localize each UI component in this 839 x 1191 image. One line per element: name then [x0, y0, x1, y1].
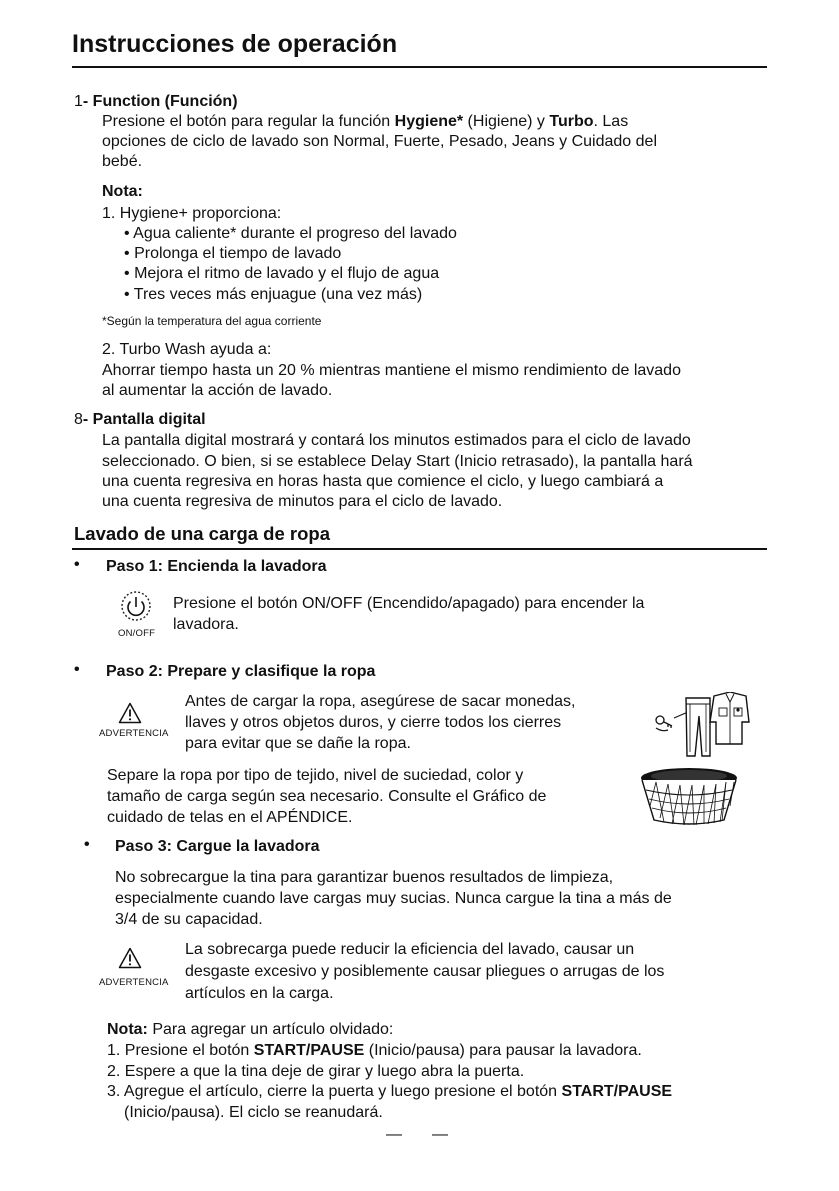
list-item	[124, 285, 422, 306]
section-8-number: 8	[74, 411, 83, 428]
note-3-line-3	[107, 1082, 672, 1103]
laundry-basket-icon	[636, 766, 742, 828]
bullet-dot: •	[124, 286, 130, 303]
step-1-line-2: lavadora.	[173, 616, 239, 633]
section-1-line-1	[102, 112, 628, 133]
text-span: (Higiene) y	[463, 113, 550, 130]
step-3-warning-line-2: desgaste excesivo y posiblemente causar pliegues o arrugas de los	[185, 963, 665, 980]
text-span: 1. Presione el botón	[107, 1042, 254, 1059]
note-item-2-line-2: al aumentar la acción de lavado.	[102, 382, 333, 399]
hygiene-term: Hygiene*	[394, 113, 464, 130]
step-2-line-1: Separe la ropa por tipo de tejido, nivel de suciedad, color y	[107, 767, 524, 784]
note-item-1: 1. Hygiene+ proporciona:	[102, 205, 282, 222]
step-1-title: Paso 1: Encienda la lavadora	[106, 558, 327, 575]
title-divider	[72, 66, 767, 68]
section-divider	[72, 548, 767, 550]
step-2-line-3: cuidado de telas en el APÉNDICE.	[107, 809, 353, 826]
start-pause-term: START/PAUSE	[561, 1083, 673, 1100]
footer-mark: —	[432, 1126, 448, 1143]
section-1-title: - Function (Función)	[82, 93, 238, 110]
power-icon	[116, 589, 158, 629]
warning-label: ADVERTENCIA	[99, 977, 169, 988]
step-3-line-1: No sobrecargue la tina para garantizar buenos resultados de limpieza,	[115, 869, 614, 886]
note-3-title: Nota:	[107, 1021, 148, 1038]
clothes-pockets-icon	[650, 692, 750, 760]
section-1-line-3: bebé.	[102, 153, 143, 170]
section-8-line-2: seleccionado. O bien, si se establece Delay Start (Inicio retrasado), la pantalla hará	[102, 453, 693, 470]
section-heading: Lavado de una carga de ropa	[74, 523, 330, 544]
warning-icon	[118, 702, 142, 724]
step-2-warning-line-3: para evitar que se dañe la ropa.	[185, 735, 411, 752]
step-2-title: Paso 2: Prepare y clasifique la ropa	[106, 663, 376, 680]
note-item-2: 2. Turbo Wash ayuda a:	[102, 341, 272, 358]
footnote: *Según la temperatura del agua corriente	[102, 314, 322, 328]
step-3-warning-line-3: artículos en la carga.	[185, 985, 334, 1002]
step-2-warning-line-2: llaves y otros objetos duros, y cierre todos los cierres	[185, 714, 562, 731]
section-8-heading	[74, 410, 206, 431]
section-1-heading	[74, 92, 238, 113]
list-item-text: Mejora el ritmo de lavado y el flujo de agua	[134, 265, 440, 282]
warning-icon	[118, 947, 142, 969]
step-3-line-2: especialmente cuando lave cargas muy sucias. Nunca cargue la tina a más de	[115, 890, 672, 907]
step-1-line-1: Presione el botón ON/OFF (Encendido/apagado) para encender la	[173, 595, 645, 612]
page-title: Instrucciones de operación	[72, 30, 398, 58]
bullet-dot: •	[124, 265, 130, 282]
bullet-dot: •	[124, 245, 130, 262]
step-2-warning-line-1: Antes de cargar la ropa, asegúrese de sacar monedas,	[185, 693, 576, 710]
note-item-2-line-1: Ahorrar tiempo hasta un 20 % mientras mantiene el mismo rendimiento de lavado	[102, 362, 681, 379]
text-span: (Inicio/pausa) para pausar la lavadora.	[364, 1042, 642, 1059]
list-item	[124, 244, 341, 265]
step-2-line-2: tamaño de carga según sea necesario. Consulte el Gráfico de	[107, 788, 547, 805]
text-span: Presione el botón para regular la función	[102, 113, 395, 130]
step-bullet: •	[74, 661, 80, 678]
note-3-line-2: 2. Espere a que la tina deje de girar y luego abra la puerta.	[107, 1063, 525, 1080]
note-3-intro-text: Para agregar un artículo olvidado:	[147, 1021, 394, 1038]
power-icon-label: ON/OFF	[118, 628, 156, 639]
section-8-title: - Pantalla digital	[82, 411, 206, 428]
list-item	[124, 264, 439, 285]
footer-mark: —	[386, 1126, 402, 1143]
text-span: 3. Agregue el artículo, cierre la puerta y luego presione el botón	[107, 1083, 562, 1100]
step-3-title: Paso 3: Cargue la lavadora	[115, 838, 320, 855]
note-3-line-4: (Inicio/pausa). El ciclo se reanudará.	[124, 1104, 383, 1121]
list-item-text: Prolonga el tiempo de lavado	[134, 245, 342, 262]
list-item-text: Agua caliente* durante el progreso del lavado	[133, 225, 457, 242]
note-title: Nota:	[102, 183, 143, 200]
list-item-text: Tres veces más enjuague (una vez más)	[133, 286, 423, 303]
bullet-dot: •	[124, 225, 130, 242]
warning-label: ADVERTENCIA	[99, 728, 169, 739]
text-span: . Las	[593, 113, 629, 130]
step-bullet: •	[74, 556, 80, 573]
list-item	[124, 224, 457, 245]
step-bullet: •	[84, 836, 90, 853]
note-3-line-1	[107, 1041, 642, 1062]
section-1-line-2: opciones de ciclo de lavado son Normal, Fuerte, Pesado, Jeans y Cuidado del	[102, 133, 657, 150]
section-8-line-3: una cuenta regresiva en horas hasta que comience el ciclo, y luego cambiará a	[102, 473, 664, 490]
start-pause-term: START/PAUSE	[253, 1042, 365, 1059]
section-8-line-4: una cuenta regresiva de minutos para el ciclo de lavado.	[102, 493, 503, 510]
section-1-number: 1	[74, 93, 83, 110]
note-3-intro	[107, 1020, 393, 1041]
step-3-line-3: 3/4 de su capacidad.	[115, 911, 263, 928]
section-8-line-1: La pantalla digital mostrará y contará los minutos estimados para el ciclo de lavado	[102, 432, 691, 449]
step-3-warning-line-1: La sobrecarga puede reducir la eficiencia del lavado, causar un	[185, 941, 635, 958]
turbo-term: Turbo	[549, 113, 594, 130]
